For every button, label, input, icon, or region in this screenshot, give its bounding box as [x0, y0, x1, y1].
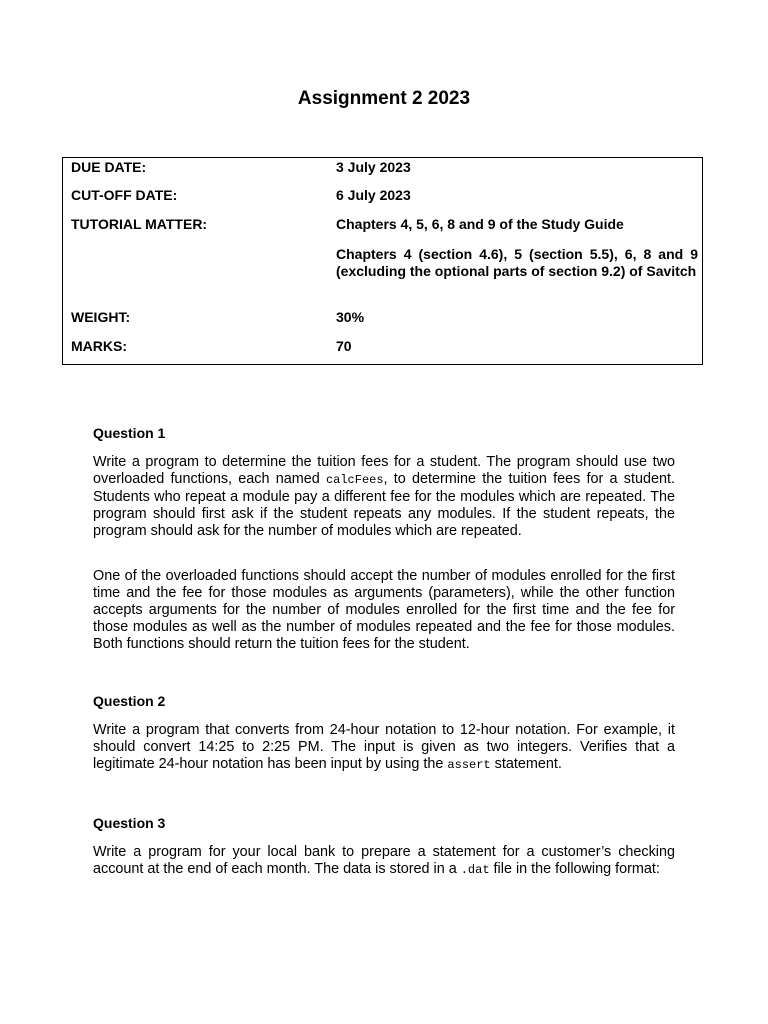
q3-code-dat: .dat [460, 863, 490, 877]
due-date-value: 3 July 2023 [336, 159, 411, 175]
q1-text-b: , to determine the tuition fees for a student. Students who repeat a module pay a different fee for the modules which are repeated. The program should first ask if the student repeats any modules. If the student repeats, the program should ask for the number of modules which are repeated. [93, 471, 675, 539]
question-1-paragraph-2: One of the overloaded functions should accept the number of modules enrolled for the first time and the fee for those modules as arguments (parameters), while the other function accepts arguments for the number of modules enrolled for the first time and the fee for those modules as well as the number of modules repeated and the fee for those modules. Both functions should return the tuition fees for the student. [93, 568, 675, 652]
due-date-label: DUE DATE: [71, 159, 147, 175]
page-title: Assignment 2 2023 [297, 88, 471, 109]
weight-value: 30% [336, 309, 365, 325]
tutorial-matter-label: TUTORIAL MATTER: [71, 216, 208, 232]
q2-code-assert: assert [447, 758, 491, 772]
assignment-info-box [62, 157, 703, 365]
marks-value: 70 [336, 338, 352, 354]
tutorial-matter-savitch: Chapters 4 (section 4.6), 5 (section 5.5), 6, 8 and 9 (excluding the optional parts of section 9.2) of Savitch [336, 246, 698, 279]
cutoff-date-value: 6 July 2023 [336, 187, 411, 203]
marks-label: MARKS: [71, 338, 127, 354]
question-1-paragraph-1 [93, 454, 675, 540]
q1-code-calcfees: calcFees [325, 473, 384, 487]
cutoff-date-label: CUT-OFF DATE: [71, 187, 178, 203]
q2-text-a: Write a program that converts from 24-hour notation to 12-hour notation. For example, it should convert 14:25 to 2:25 PM. The input is given as two integers. Verifies that a legitimate 24-hour notation has been input by using the [93, 722, 675, 772]
q3-text-b: file in the following format: [489, 861, 660, 877]
tutorial-matter-study-guide: Chapters 4, 5, 6, 8 and 9 of the Study Guide [336, 216, 624, 232]
question-1-title: Question 1 [93, 425, 166, 441]
q2-text-b: statement. [490, 756, 562, 772]
question-2-title: Question 2 [93, 693, 166, 709]
q1-text-a: Write a program to determine the tuition fees for a student. The program should use two overloaded functions, each named [93, 454, 675, 487]
q3-text-a: Write a program for your local bank to prepare a statement for a customer’s checking account at the end of each month. The data is stored in a [93, 844, 675, 877]
question-3-paragraph-1 [93, 844, 675, 879]
question-2-paragraph-1 [93, 722, 675, 774]
question-3-title: Question 3 [93, 815, 166, 831]
weight-label: WEIGHT: [71, 309, 131, 325]
